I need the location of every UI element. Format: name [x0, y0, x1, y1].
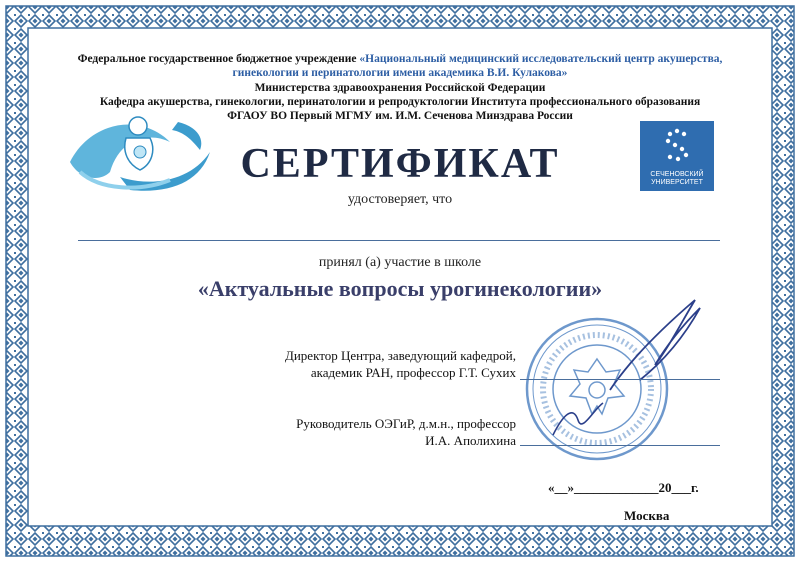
dots-emblem-icon: [640, 121, 714, 171]
director-name: академик РАН, профессор Г.Т. Сухих: [310, 365, 516, 380]
header-line-3: Министерства здравоохранения Российской Федерации: [254, 82, 546, 94]
certificate-title: СЕРТИФИКАТ: [240, 141, 560, 187]
director-position: Директор Центра, заведующий кафедрой,: [284, 348, 516, 363]
director-signature: [600, 290, 710, 400]
recipient-name-line: [78, 240, 720, 241]
header-line-4: Кафедра акушерства, гинекологии, перинатологии и репродуктологии Института профессионального образования: [99, 96, 701, 108]
head-signature: [548, 395, 608, 445]
school-name: «Актуальные вопросы урогинекологии»: [197, 276, 603, 301]
participated-text: принял (а) участие в школе: [318, 255, 482, 270]
date-field: «__»_____________20___г.: [548, 480, 699, 495]
header-prefix: Федеральное государственное бюджетное учреждение: [77, 53, 360, 65]
city: Москва: [624, 508, 670, 523]
header-center-name: «Национальный медицинский исследовательский центр акушерства,: [359, 53, 723, 65]
director-signature-line: [520, 379, 720, 380]
head-signature-line: [520, 445, 720, 446]
head-name: И.А. Аполихина: [425, 433, 516, 448]
header-line-1: [30, 52, 770, 66]
certifies-text: удостоверяет, что: [347, 192, 453, 207]
logo-text-line2: УНИВЕРСИТЕТ: [651, 179, 703, 186]
director-block: [200, 347, 516, 381]
header-line-5: ФГАОУ ВО Первый МГМУ им. И.М. Сеченова Минздрава России: [227, 110, 573, 122]
logo-text-line1: СЕЧЕНОВСКИЙ: [650, 171, 704, 178]
university-logo: [640, 121, 714, 191]
head-block: [200, 415, 516, 449]
head-position: Руководитель ОЭГиР, д.м.н., профессор: [296, 416, 516, 431]
header-line-2: гинекологии и перинатологии имени академика В.И. Кулакова»: [232, 67, 568, 79]
